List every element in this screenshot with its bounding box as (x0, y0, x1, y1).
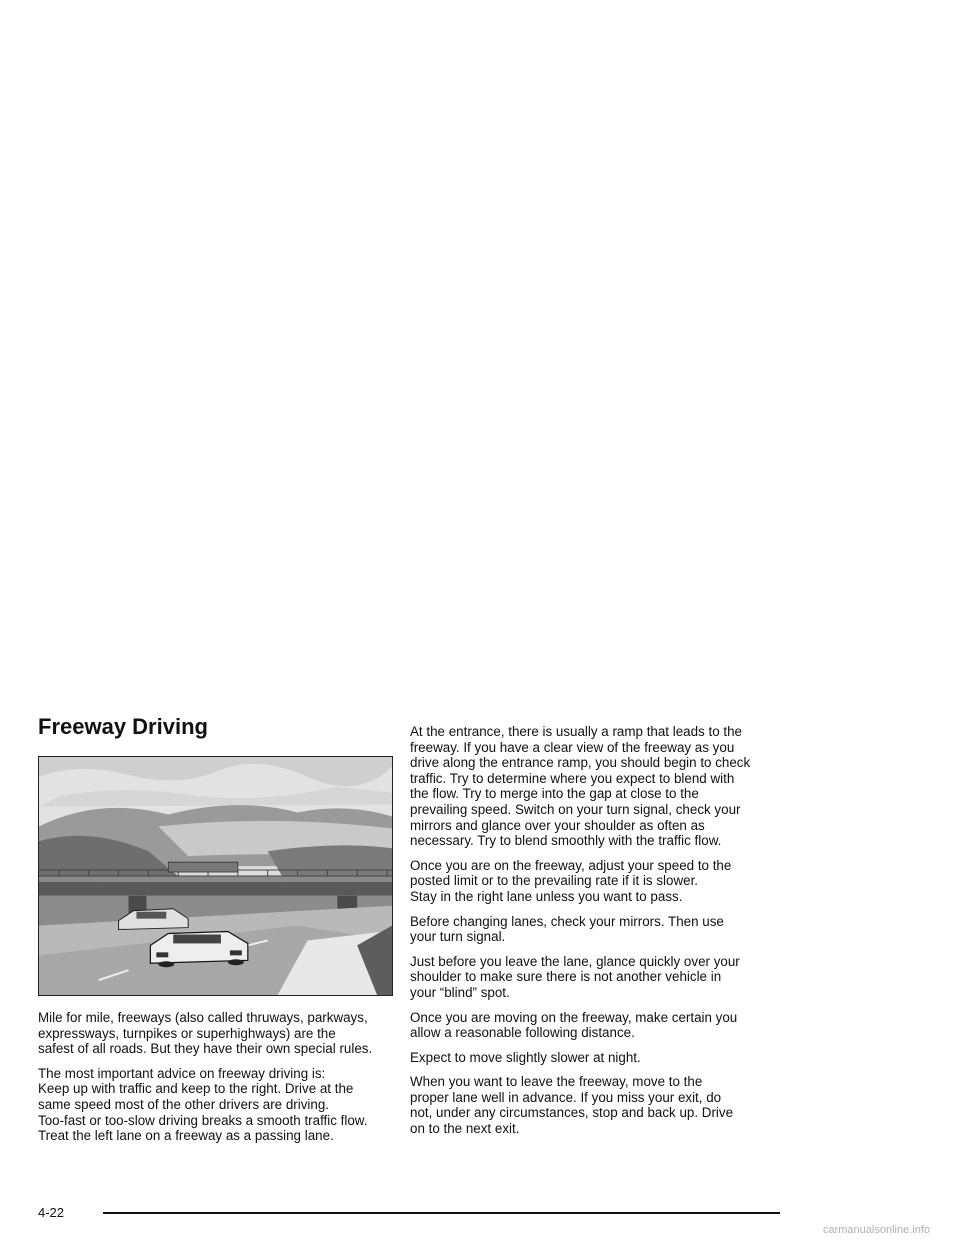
paragraph: Expect to move slightly slower at night. (410, 1049, 641, 1065)
page-number: 4-22 (38, 1205, 65, 1220)
paragraph: Before changing lanes, check your mirrors. Then use your turn signal. (410, 913, 724, 945)
paragraph: Once you are on the freeway, adjust your speed to the posted limit or to the prevailing rate if it is slower. Stay in the right lane unless you want to pass. (410, 857, 732, 904)
paragraph: Mile for mile, freeways (also called thruways, parkways, expressways, turnpikes or superhighways) are the safest of all roads. But they have their own special rules. (38, 1010, 373, 1057)
left-column (38, 1010, 398, 1153)
paragraph: The most important advice on freeway driving is: Keep up with traffic and keep to the right. Drive at the same speed most of the other drivers are driving. Too-fast or too-slow driving breaks a smooth traffic flow. Treat the left lane on a freeway as a passing lane. (38, 1065, 368, 1144)
freeway-drawing (39, 757, 392, 995)
paragraph: At the entrance, there is usually a ramp that leads to the freeway. If you have a clear view of the freeway as you drive along the entrance ramp, you should begin to check traffic. Try to determine where you expect to blend with the flow. Try to merge into the gap at close to the prevailing speed. Switch on your turn signal, check your mirrors and glance over your shoulder as often as necessary. Try to blend smoothly with the traffic flow. (410, 724, 751, 849)
right-column (410, 724, 780, 1146)
watermark: carmanualsonline.info (822, 1224, 930, 1236)
page-title: Freeway Driving (38, 714, 208, 739)
footer-rule (103, 1212, 780, 1214)
paragraph: Once you are moving on the freeway, make certain you allow a reasonable following distance. (410, 1009, 738, 1041)
paragraph: When you want to leave the freeway, move to the proper lane well in advance. If you miss your exit, do not, under any circumstances, stop and back up. Drive on to the next exit. (410, 1074, 734, 1137)
paragraph: Just before you leave the lane, glance quickly over your shoulder to make sure there is not another vehicle in your “blind” spot. (410, 953, 740, 1000)
freeway-illustration (38, 756, 393, 996)
